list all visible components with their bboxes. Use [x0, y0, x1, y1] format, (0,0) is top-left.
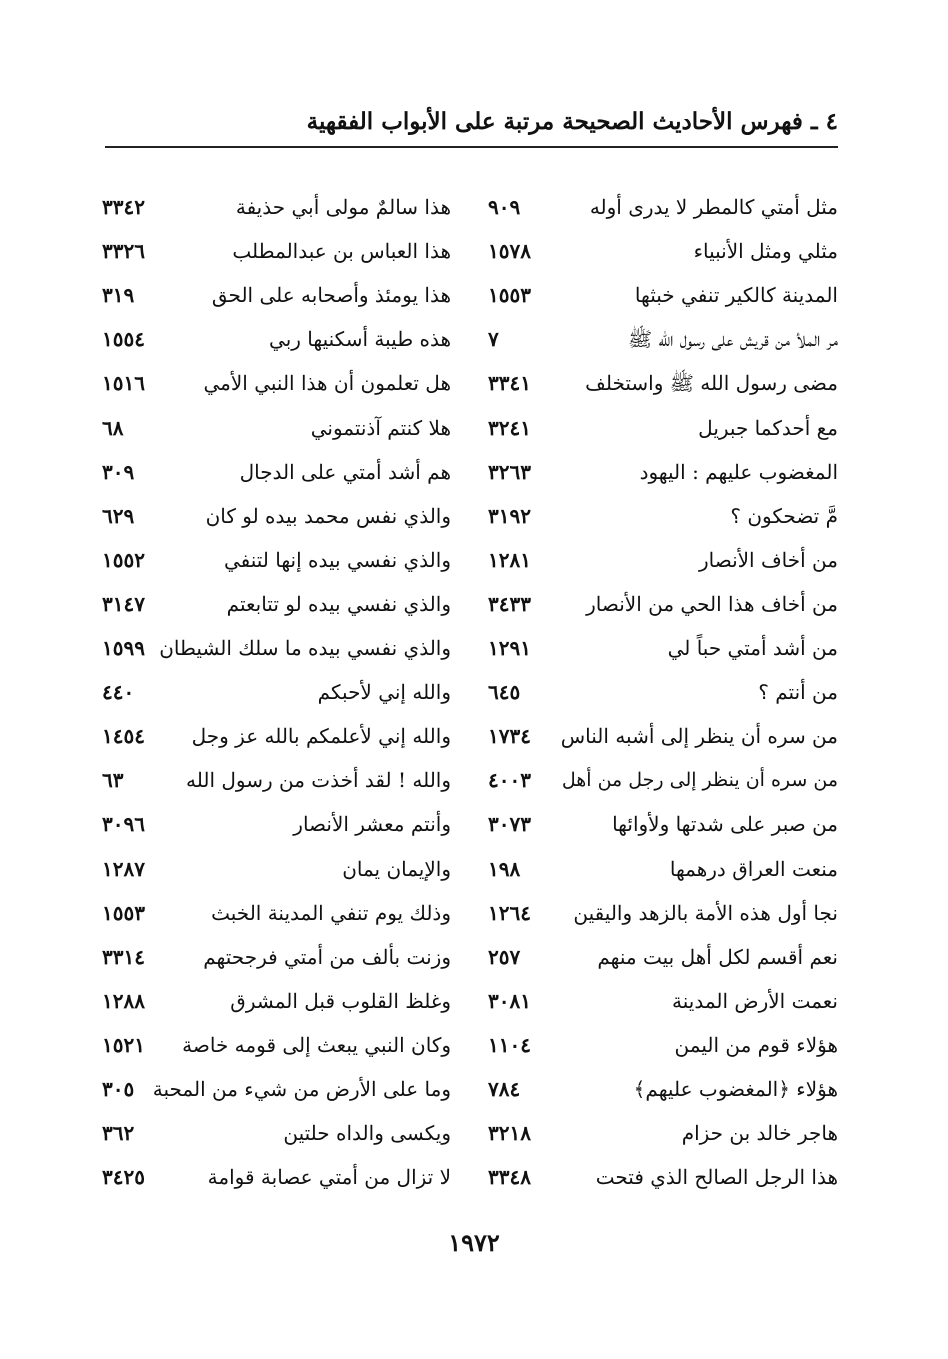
- hadith-number-right: ١١٠٤: [488, 1033, 531, 1057]
- hadith-number-right: ١٢٨١: [488, 548, 531, 572]
- hadith-number-left: ٦٣: [102, 768, 124, 792]
- index-row: [0, 362, 948, 406]
- hadith-number-left: ٣٤٢٥: [102, 1165, 145, 1189]
- hadith-number-right: ١٩٨: [488, 857, 521, 881]
- hadith-number-left: ١٢٨٧: [102, 857, 145, 881]
- hadith-number-right: ٢٥٧: [488, 945, 521, 969]
- index-row: [0, 1112, 948, 1156]
- hadith-text-left: هلا كنتم آذنتموني: [310, 416, 451, 440]
- hadith-number-right: ٩٠٩: [488, 195, 521, 219]
- index-row: [0, 1068, 948, 1112]
- hadith-text-left: ويكسى والداه حلتين: [283, 1121, 451, 1145]
- hadith-number-left: ٤٤٠: [102, 680, 135, 704]
- hadith-text-left: والله إني لأعلمكم بالله عز وجل: [191, 724, 451, 748]
- hadith-number-right: ١٥٥٣: [488, 283, 531, 307]
- page-number: ١٩٧٢: [448, 1228, 500, 1257]
- hadith-number-left: ٣٦٢: [102, 1121, 135, 1145]
- hadith-number-right: ٣٠٧٣: [488, 812, 531, 836]
- hadith-text-right: من صبر على شدتها ولأوائها: [612, 812, 838, 836]
- hadith-number-left: ١٥٢١: [102, 1033, 145, 1057]
- hadith-number-left: ٦٨: [102, 416, 124, 440]
- hadith-text-left: والذي نفس محمد بيده لو كان: [205, 504, 451, 528]
- hadith-text-left: والذي نفسي بيده إنها لتنفي: [223, 548, 451, 572]
- hadith-text-left: والله إني لأحبكم: [317, 680, 451, 704]
- hadith-number-left: ٣٣١٤: [102, 945, 145, 969]
- hadith-text-right: مثلي ومثل الأنبياء: [693, 239, 838, 263]
- hadith-text-right: من أخاف هذا الحي من الأنصار: [586, 592, 838, 616]
- hadith-text-left: وزنت بألف من أمتي فرجحتهم: [203, 945, 451, 969]
- index-row: [0, 803, 948, 847]
- hadith-text-right: هذا الرجل الصالح الذي فتحت: [595, 1165, 838, 1189]
- hadith-text-left: هذه طيبة أسكنيها ربي: [269, 327, 451, 351]
- index-row: [0, 539, 948, 583]
- hadith-text-left: وكان النبي يبعث إلى قومه خاصة: [182, 1033, 451, 1057]
- hadith-text-right: مضى رسول الله ﷺ واستخلف: [585, 371, 838, 395]
- hadith-number-right: ١٢٩١: [488, 636, 531, 660]
- hadith-text-right: مَّ تضحكون ؟: [730, 504, 838, 528]
- hadith-number-left: ١٥١٦: [102, 371, 145, 395]
- hadith-text-left: والإيمان يمان: [342, 857, 451, 881]
- index-row: [0, 1024, 948, 1068]
- hadith-number-right: ٣٣٤٨: [488, 1165, 531, 1189]
- hadith-text-left: هذا العباس بن عبدالمطلب: [232, 239, 451, 263]
- index-row: [0, 318, 948, 362]
- hadith-text-left: هم أشد أمتي على الدجال: [239, 460, 451, 484]
- hadith-text-left: هذا يومئذ وأصحابه على الحق: [211, 283, 451, 307]
- hadith-text-right: نعم أقسم لكل أهل بيت منهم: [597, 945, 838, 969]
- hadith-number-right: ٣٢٦٣: [488, 460, 531, 484]
- hadith-text-left: والذي نفسي بيده لو تتابعتم: [226, 592, 451, 616]
- hadith-text-right: من أنتم ؟: [758, 680, 838, 704]
- hadith-number-right: ١٢٦٤: [488, 901, 531, 925]
- hadith-text-right: من أشد أمتي حباً لي: [667, 636, 838, 660]
- hadith-number-right: ٣٣٤١: [488, 371, 531, 395]
- hadith-text-right: هؤلاء قوم من اليمن: [674, 1033, 838, 1057]
- hadith-text-right: مع أحدكما جبريل: [698, 416, 838, 440]
- hadith-number-right: ٣٠٨١: [488, 989, 531, 1013]
- hadith-text-left: هذا سالمٌ مولى أبي حذيفة: [235, 195, 451, 219]
- hadith-text-right: مر الملأ من قريش على رسول الله ﷺ: [627, 327, 838, 351]
- hadith-number-left: ١٥٩٩: [102, 636, 145, 660]
- hadith-text-right: من سره أن ينظر إلى أشبه الناس: [560, 724, 838, 748]
- hadith-number-left: ١٥٥٢: [102, 548, 145, 572]
- header-title: ٤ ـ فهرس الأحاديث الصحيحة مرتبة على الأبواب الفقهية: [306, 108, 838, 135]
- hadith-number-right: ١٧٣٤: [488, 724, 531, 748]
- hadith-text-left: والله ! لقد أخذت من رسول الله: [186, 768, 451, 792]
- hadith-text-right: منعت العراق درهمها: [669, 857, 838, 881]
- hadith-text-right: هاجر خالد بن حزام: [681, 1121, 838, 1145]
- hadith-number-left: ١٥٥٣: [102, 901, 145, 925]
- hadith-number-right: ٧٨٤: [488, 1077, 521, 1101]
- hadith-number-right: ٦٤٥: [488, 680, 521, 704]
- hadith-text-left: وغلظ القلوب قبل المشرق: [230, 989, 451, 1013]
- hadith-text-right: المغضوب عليهم : اليهود: [639, 460, 838, 484]
- index-row: [0, 583, 948, 627]
- hadith-number-left: ٣٠٥: [102, 1077, 135, 1101]
- hadith-text-right: نجا أول هذه الأمة بالزهد واليقين: [573, 901, 838, 925]
- index-row: [0, 274, 948, 318]
- hadith-text-right: نعمت الأرض المدينة: [672, 989, 838, 1013]
- hadith-number-left: ١٥٥٤: [102, 327, 145, 351]
- hadith-text-left: هل تعلمون أن هذا النبي الأمي: [203, 371, 451, 395]
- index-row: [0, 671, 948, 715]
- hadith-text-right: مثل أمتي كالمطر لا يدرى أوله: [589, 195, 838, 219]
- hadith-text-left: لا تزال من أمتي عصابة قوامة: [207, 1165, 451, 1189]
- hadith-text-right: المدينة كالكير تنفي خبثها: [634, 283, 838, 307]
- index-row: [0, 627, 948, 671]
- index-row: [0, 848, 948, 892]
- index-row: [0, 230, 948, 274]
- hadith-number-left: ٣٠٩: [102, 460, 135, 484]
- hadith-text-left: وما على الأرض من شيء من المحبة: [152, 1077, 451, 1101]
- hadith-number-left: ٣٣٤٢: [102, 195, 145, 219]
- page-header: [105, 104, 838, 148]
- index-row: [0, 451, 948, 495]
- hadith-number-left: ٣١٤٧: [102, 592, 145, 616]
- index-row: [0, 892, 948, 936]
- hadith-number-left: ٦٢٩: [102, 504, 135, 528]
- hadith-number-left: ١٢٨٨: [102, 989, 145, 1013]
- hadith-number-right: ٣٤٣٣: [488, 592, 531, 616]
- index-row: [0, 759, 948, 803]
- hadith-number-right: ١٥٧٨: [488, 239, 531, 263]
- hadith-number-left: ٣٠٩٦: [102, 812, 145, 836]
- hadith-text-left: والذي نفسي بيده ما سلك الشيطان: [159, 636, 451, 660]
- hadith-text-right: من سره أن ينظر إلى رجل من أهل: [561, 769, 838, 791]
- index-row: [0, 407, 948, 451]
- index-row: [0, 980, 948, 1024]
- hadith-text-left: وأنتم معشر الأنصار: [293, 812, 451, 836]
- hadith-text-right: من أخاف الأنصار: [698, 548, 838, 572]
- hadith-text-left: وذلك يوم تنفي المدينة الخبث: [211, 901, 451, 925]
- hadith-text-right: هؤلاء ﴿المغضوب عليهم﴾: [633, 1077, 838, 1101]
- index-row: [0, 186, 948, 230]
- index-row: [0, 1156, 948, 1200]
- hadith-number-right: ٣١٩٢: [488, 504, 531, 528]
- index-row: [0, 936, 948, 980]
- index-row: [0, 495, 948, 539]
- hadith-number-left: ٣١٩: [102, 283, 135, 307]
- hadith-number-right: ٣٢١٨: [488, 1121, 531, 1145]
- index-row: [0, 715, 948, 759]
- hadith-number-left: ٣٣٢٦: [102, 239, 145, 263]
- hadith-number-left: ١٤٥٤: [102, 724, 145, 748]
- hadith-number-right: ٤٠٠٣: [488, 768, 531, 792]
- hadith-number-right: ٧: [488, 327, 499, 351]
- hadith-number-right: ٣٢٤١: [488, 416, 531, 440]
